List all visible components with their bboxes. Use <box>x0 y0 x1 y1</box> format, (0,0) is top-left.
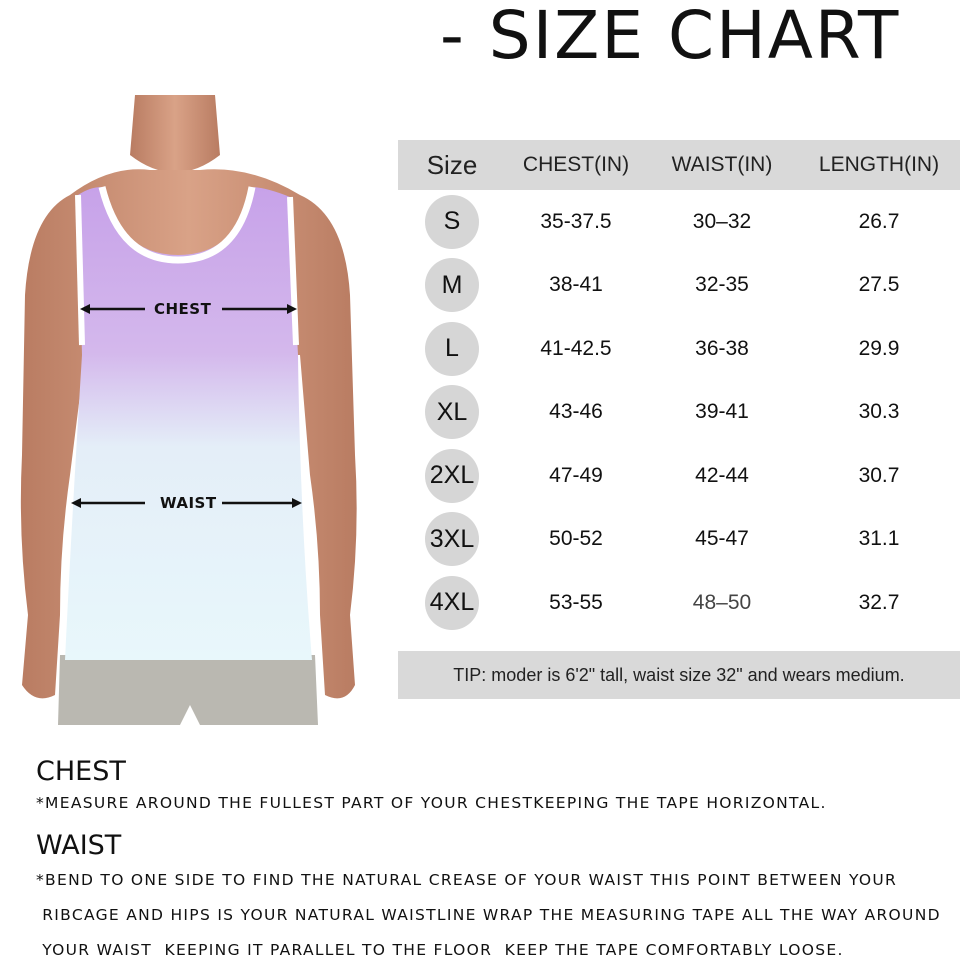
length-value: 30.3 <box>858 400 900 424</box>
size-badge <box>398 449 506 503</box>
model-illustration <box>0 95 380 730</box>
length-value: 30.7 <box>858 463 900 487</box>
size-label: XL <box>425 385 479 439</box>
waist-value: 36-38 <box>695 336 749 360</box>
waist-instruction-line: RIBCAGE AND HIPS IS YOUR NATURAL WAISTLINE WRAP THE MEASURING TAPE ALL THE WAY AROUND <box>36 906 941 924</box>
chest-value: 41-42.5 <box>540 336 612 360</box>
waist-value: 30–32 <box>692 209 752 233</box>
size-badge <box>398 258 506 312</box>
size-label: 2XL <box>425 449 479 503</box>
header-size: Size <box>426 149 478 180</box>
table-row <box>398 571 960 635</box>
length-value: 32.7 <box>858 590 900 614</box>
waist-value: 42-44 <box>695 463 749 487</box>
table-row <box>398 254 960 318</box>
waist-measure-label: WAIST <box>160 494 217 512</box>
waist-value: 39-41 <box>695 400 749 424</box>
waist-heading: WAIST <box>36 830 122 861</box>
chest-value: 53-55 <box>549 590 603 614</box>
size-label: 3XL <box>425 512 479 566</box>
size-label: 4XL <box>425 576 479 630</box>
size-label: M <box>425 258 479 312</box>
table-row <box>398 444 960 508</box>
waist-instruction-line: *BEND TO ONE SIDE TO FIND THE NATURAL CREASE OF YOUR WAIST THIS POINT BETWEEN YOUR <box>36 871 898 889</box>
size-label: L <box>425 322 479 376</box>
header-chest: CHEST(IN) <box>522 153 630 176</box>
length-value: 26.7 <box>858 209 900 233</box>
size-badge <box>398 385 506 439</box>
chest-heading: CHEST <box>36 756 126 787</box>
waist-value: 45-47 <box>695 527 749 551</box>
length-value: 27.5 <box>858 273 900 297</box>
table-row <box>398 190 960 254</box>
tip-banner: TIP: moder is 6'2" tall, waist size 32" and wears medium. <box>398 651 960 699</box>
size-table <box>398 140 960 635</box>
size-badge <box>398 195 506 249</box>
size-badge <box>398 322 506 376</box>
model-figure <box>0 95 380 730</box>
table-row <box>398 508 960 572</box>
page-title: - SIZE CHART <box>440 0 901 74</box>
length-value: 31.1 <box>858 527 900 551</box>
header-waist: WAIST(IN) <box>671 153 773 176</box>
size-badge <box>398 576 506 630</box>
chest-value: 47-49 <box>549 463 603 487</box>
length-value: 29.9 <box>858 336 900 360</box>
waist-value: 48–50 <box>692 590 752 614</box>
chest-value: 50-52 <box>549 527 603 551</box>
chest-value: 35-37.5 <box>540 209 612 233</box>
table-header <box>398 140 960 190</box>
header-length: LENGTH(IN) <box>818 153 940 176</box>
chest-measure-label: CHEST <box>154 300 212 318</box>
chest-value: 38-41 <box>549 273 603 297</box>
table-row <box>398 381 960 445</box>
chest-value: 43-46 <box>549 400 603 424</box>
waist-value: 32-35 <box>695 273 749 297</box>
table-row <box>398 317 960 381</box>
chest-instruction: *MEASURE AROUND THE FULLEST PART OF YOUR CHESTKEEPING THE TAPE HORIZONTAL. <box>36 794 827 812</box>
size-badge <box>398 512 506 566</box>
waist-instruction-line: YOUR WAIST KEEPING IT PARALLEL TO THE FLOOR KEEP THE TAPE COMFORTABLY LOOSE. <box>36 941 844 959</box>
size-label: S <box>425 195 479 249</box>
